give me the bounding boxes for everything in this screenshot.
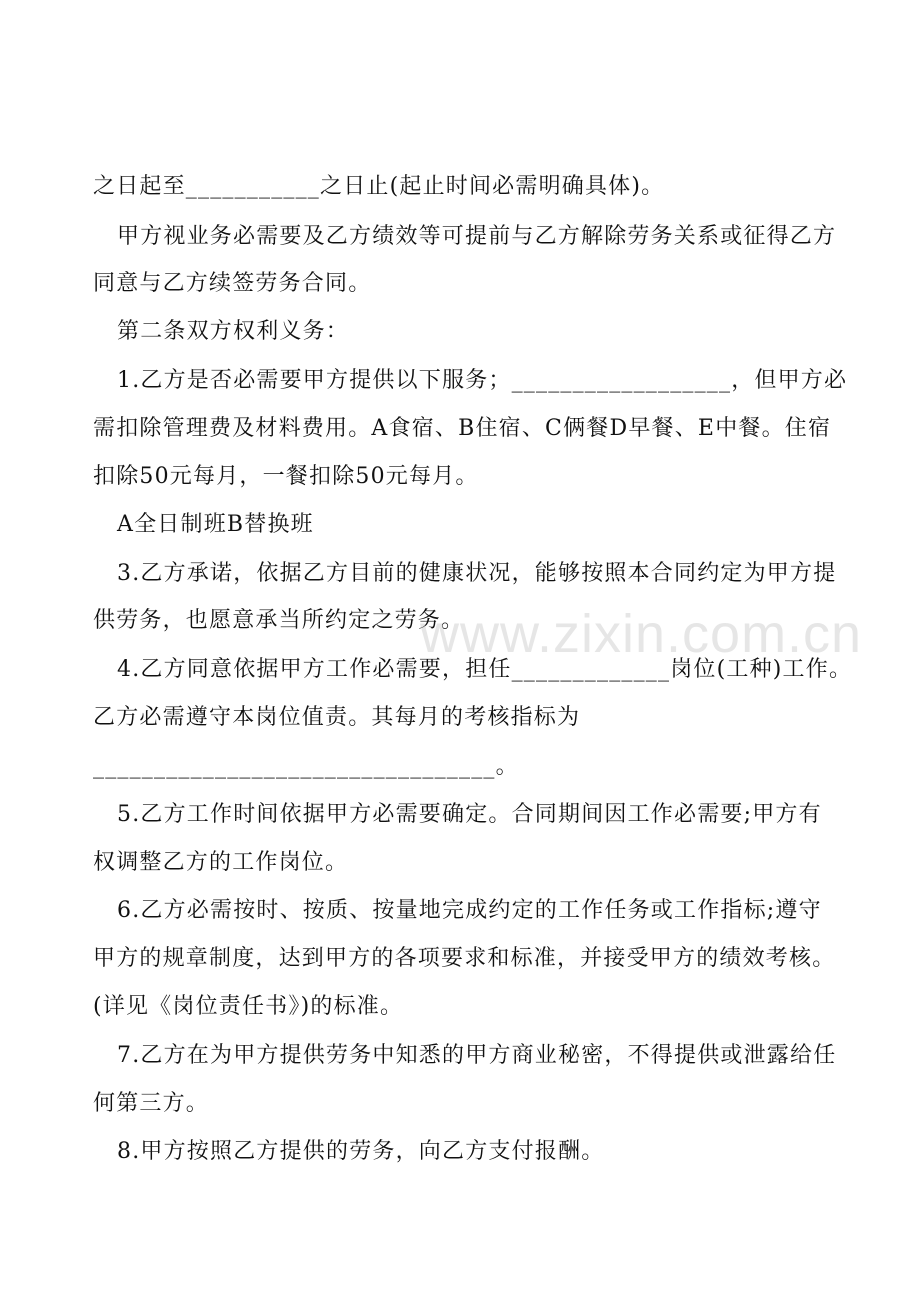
paragraph-line: 8.甲方按照乙方提供的劳务，向乙方支付报酬。 (117, 1139, 605, 1164)
paragraph-line: 供劳务，也愿意承当所约定之劳务。 (93, 608, 465, 633)
paragraph-line: 6.乙方必需按时、按质、按量地完成约定的工作任务或工作指标;遵守 (117, 898, 822, 923)
paragraph-line: 扣除50元每月，一餐扣除50元每月。 (93, 464, 479, 489)
article-heading: 第二条双方权利义务： (117, 319, 350, 344)
paragraph-line: 之日起至___________之日止(起止时间必需明确具体)。 (93, 174, 665, 199)
paragraph-line: 乙方必需遵守本岗位值责。其每月的考核指标为 (93, 705, 581, 730)
paragraph-line: 同意与乙方续签劳务合同。 (93, 271, 372, 296)
watermark: www.zixin.com.cn (420, 604, 863, 664)
paragraph-line: 3.乙方承诺，依据乙方目前的健康状况，能够按照本合同约定为甲方提 (117, 561, 837, 586)
paragraph-line: 5.乙方工作时间依据甲方必需要确定。合同期间因工作必需要;甲方有 (117, 802, 822, 827)
paragraph-line: 甲方的规章制度，达到甲方的各项要求和标准，并接受甲方的绩效考核。 (93, 946, 836, 971)
paragraph-line: 4.乙方同意依据甲方工作必需要，担任_____________岗位(工种)工作。 (117, 657, 853, 682)
blank-fill-line: _________________________________。 (93, 754, 519, 779)
paragraph-line: 7.乙方在为甲方提供劳务中知悉的甲方商业秘密，不得提供或泄露给任 (117, 1043, 837, 1068)
paragraph-line: 甲方视业务必需要及乙方绩效等可提前与乙方解除劳务关系或征得乙方 (117, 224, 837, 249)
paragraph-line: 1.乙方是否必需要甲方提供以下服务；__________________，但甲方必 (117, 368, 848, 393)
paragraph-line: (详见《岗位责任书》)的标准。 (93, 994, 404, 1019)
paragraph-line: 何第三方。 (93, 1091, 210, 1116)
paragraph-line: A全日制班B替换班 (117, 512, 314, 537)
paragraph-line: 权调整乙方的工作岗位。 (93, 850, 349, 875)
paragraph-line: 需扣除管理费及材料费用。A食宿、B住宿、C俩餐D早餐、E中餐。住宿 (93, 416, 832, 441)
